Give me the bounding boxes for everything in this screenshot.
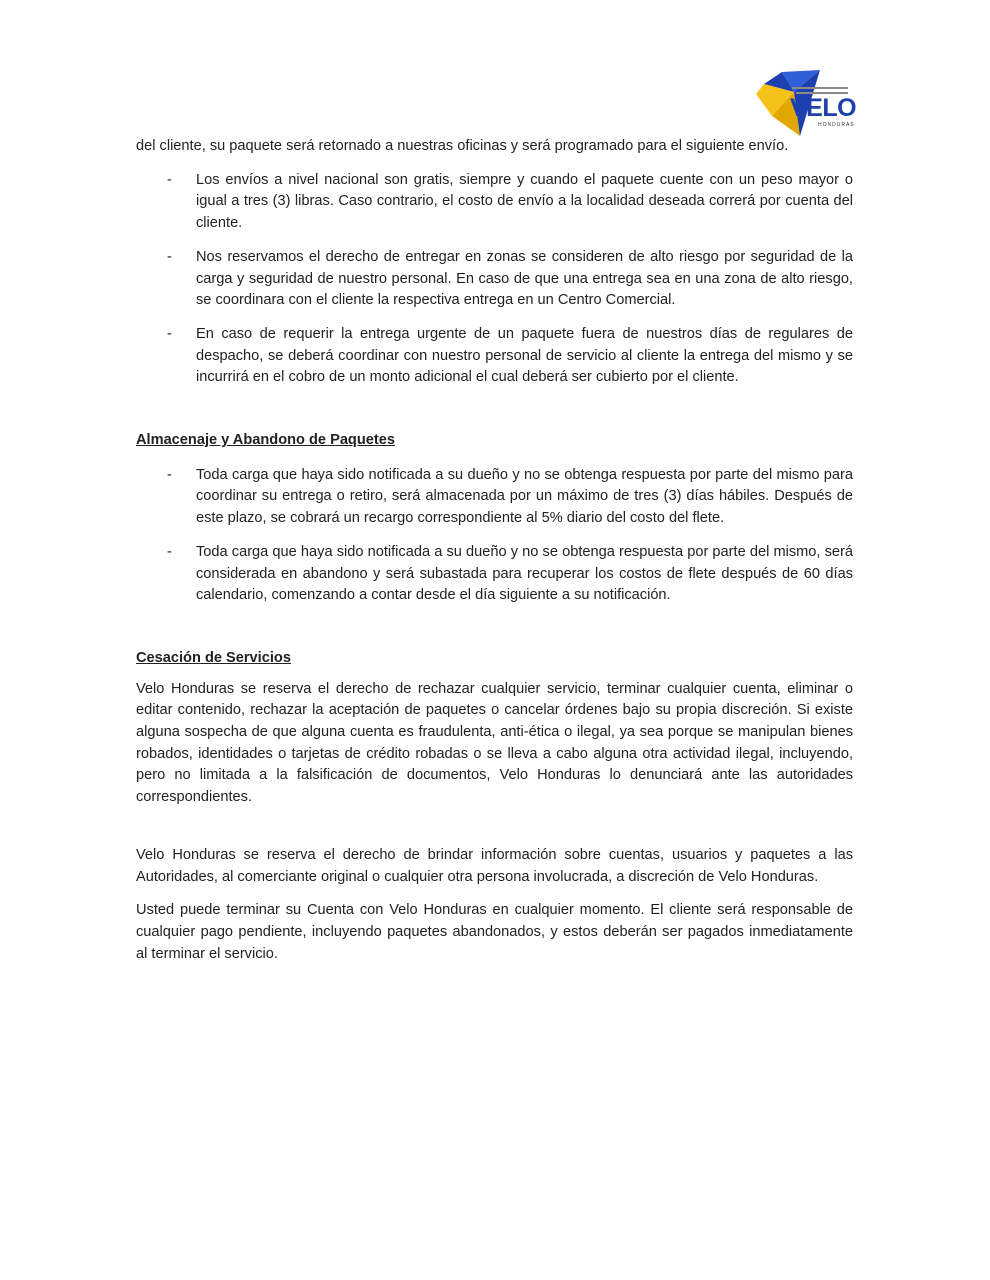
document-body xyxy=(136,136,853,965)
paragraph: Usted puede terminar su Cuenta con Velo Honduras en cualquier momento. El cliente será responsable de cualquier pago pendiente, incluyendo paquetes abandonados, y estos deberán ser pagados inmediatamente al terminar el servicio. xyxy=(136,902,853,962)
logo-subtext: HONDURAS xyxy=(818,122,855,128)
list-item-text: Toda carga que haya sido notificada a su dueño y no se obtenga respuesta por parte del mismo, será considerada en abandono y será subastada para recuperar los costos de flete después de 60 días calendario, comenzando a contar desde el día siguiente a su notificación. xyxy=(196,543,853,604)
delivery-bullet-list xyxy=(136,170,853,389)
list-item-text: Nos reservamos el derecho de entregar en zonas se consideren de alto riesgo por seguridad de la carga y seguridad de nuestro personal. En caso de que una entrega sea en una zona de alto riesgo, se coordinara con el cliente la respectiva entrega en un Centro Comercial. xyxy=(196,248,853,309)
bullet-dash: - xyxy=(167,466,172,483)
bullet-dash: - xyxy=(167,543,172,560)
section-heading-almacenaje: Almacenaje y Abandono de Paquetes xyxy=(136,432,395,449)
continuation-text: del cliente, su paquete será retornado a nuestras oficinas y será programado para el siguiente envío. xyxy=(136,138,789,154)
list-item xyxy=(136,465,853,530)
logo-wordmark: VELO xyxy=(790,94,857,122)
bullet-dash: - xyxy=(167,248,172,265)
list-item-text: Toda carga que haya sido notificada a su dueño y no se obtenga respuesta por parte del mismo para coordinar su entrega o retiro, será almacenada por un máximo de tres (3) días hábiles. Después de este plazo, se cobrará un recargo correspondiente al 5% diario del costo del flete. xyxy=(196,466,853,527)
list-item xyxy=(136,542,853,607)
paragraph: Velo Honduras se reserva el derecho de rechazar cualquier servicio, terminar cualquier cuenta, eliminar o editar contenido, rechazar la aceptación de paquetes o cancelar órdenes bajo su propia discreción. Si existe alguna sospecha de que alguna cuenta es fraudulenta, anti-ética o ilegal, ya sea porque se manipulan bienes robados, identidades o tarjetas de crédito robadas o se lleva a cabo alguna otra actividad ilegal, incluyendo, pero no limitada a la falsificación de documentos, Velo Honduras lo denunciará ante las autoridades correspondientes. xyxy=(136,680,853,806)
storage-bullet-list xyxy=(136,465,853,607)
list-item xyxy=(136,247,853,312)
list-item-text: Los envíos a nivel nacional son gratis, siempre y cuando el paquete cuente con un peso mayor o igual a tres (3) libras. Caso contrario, el costo de envío a la localidad deseada correrá por cuenta del cliente. xyxy=(196,171,853,232)
list-item xyxy=(136,324,853,389)
bullet-dash: - xyxy=(167,171,172,188)
list-item-text: En caso de requerir la entrega urgente de un paquete fuera de nuestros días de regulares de despacho, se deberá coordinar con nuestro personal de servicio al cliente la entrega del mismo y se incurrirá en el cobro de un monto adicional el cual deberá ser cubierto por el cliente. xyxy=(196,325,853,386)
paragraph: Velo Honduras se reserva el derecho de brindar información sobre cuentas, usuarios y paquetes a las Autoridades, al comerciante original o cualquier otra persona involucrada, a discreción de Velo Honduras. xyxy=(136,846,853,885)
section-heading-cesacion: Cesación de Servicios xyxy=(136,649,291,666)
bullet-dash: - xyxy=(167,325,172,342)
list-item xyxy=(136,170,853,235)
